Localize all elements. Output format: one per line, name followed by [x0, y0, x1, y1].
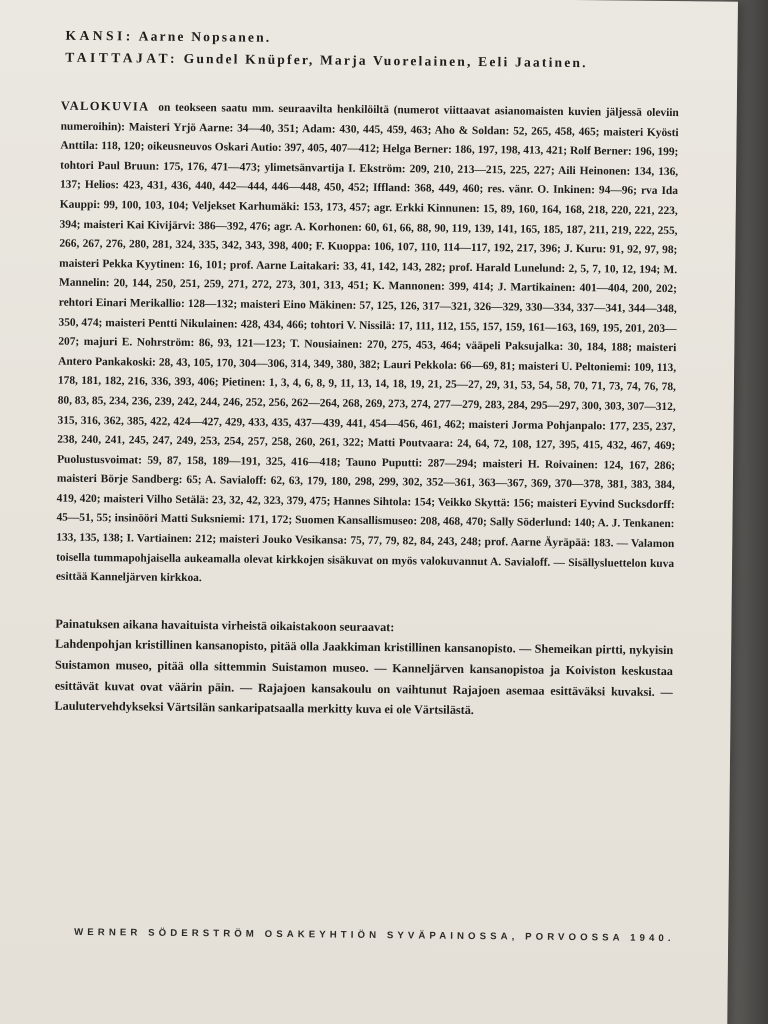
- errata-text: Lahdenpohjan kristillinen kansanopisto, pitää olla Jaakkiman kristillinen kansanopisto. — Shemeikan pirtti, nykyisin Suistamon museo, pitää olla sittemmin Suistamon museo. — Kanneljärven kansanopistoa ja Koiviston keskustaa esittävät kuvat ovat väärin päin. — Rajajoen kansakoulu on vaihtunut Rajajoen asemaa esittäväksi kuvaksi. — Laulutervehdykseksi Värtsilän sankaripatsaalla merkitty kuva ei ole Värtsilästä.: [54, 637, 674, 718]
- layout-label: TAITTAJAT:: [65, 49, 179, 66]
- cover-label: KANSI:: [65, 27, 134, 44]
- printer-footer: WERNER SÖDERSTRÖM OSAKEYHTIÖN SYVÄPAINOSSA, PORVOOSSA 1940.: [74, 926, 675, 945]
- credits-block: [65, 25, 679, 75]
- cover-name: Aarne Nopsanen.: [138, 28, 272, 45]
- errata-paragraph: [54, 613, 673, 722]
- photo-credits-paragraph: [56, 97, 679, 594]
- layout-names: Gundel Knüpfer, Marja Vuorelainen, Eeli Jaatinen.: [183, 50, 588, 71]
- photo-credits-heading: VALOKUVIA: [60, 98, 150, 114]
- errata-intro: Painatuksen aikana havaituista virheistä oikaistakoon seuraavat:: [55, 616, 395, 635]
- photo-credits-text: on teokseen saatu mm. seuraavilta henkilöiltä (numerot viittaavat asianomaisten kuvien jäljessä oleviin numeroihin): Maisteri Yrjö Aarne: 34—40, 351; Adam: 430, 445, 459, 463; Aho & Soldan: 52, 265, 458, 465; maisteri Kyösti Anttila: 118, 120; oikeusneuvos Oskari Autio: 397, 405, 407—412; Helga Berner: 186, 197, 198, 413, 421; Rolf Berner: 196, 199; tohtori Paul Bruun: 175, 176, 471—473; ylimetsänvartija I. Ekström: 209, 210, 213—215, 225, 227; Aili Heinonen: 134, 136, 137; Helios: 423, 431, 436, 440, 442—444, 446—448, 450, 452; Iffland: 368, 449, 460; res. vänr. O. Inkinen: 94—96; rva Ida Kauppi: 99, 100, 103, 104; Veljekset Karhumäki: 153, 173, 457; agr. Erkki Kinnunen: 15, 89, 160, 164, 168, 218, 220, 221, 223, 394; maisteri Kai Kivijärvi: 386—392, 476; agr. A. Korhonen: 60, 61, 66, 88, 90, 119, 139, 141, 165, 185, 187, 211, 219, 222, 255, 266, 267, 276, 280, 281, 324, 335, 342, 343, 398, 400; F. Kuoppa: 106, 107, 110, 114—117, 192, 217, 396; J. Kuru: 91, 92, 97, 98; maisteri Pekka Kyytinen: 16, 101; prof. Aarne Laitakari: 33, 41, 142, 143, 282; prof. Harald Lunelund: 2, 5, 7, 10, 12, 194; M. Mannelin: 20, 144, 250, 251, 259, 271, 272, 273, 301, 313, 451; K. Mannonen: 399, 414; J. Martikainen: 401—404, 200, 202; rehtori Einari Merikallio: 128—132; maisteri Eino Mäkinen: 57, 125, 126, 317—321, 326—329, 330—334, 337—341, 344—348, 350, 474; maisteri Pentti Nikulainen: 428, 434, 466; tohtori V. Nissilä: 17, 111, 112, 155, 157, 159, 161—163, 169, 195, 201, 203—207; majuri E. Nohrström: 86, 93, 121—123; T. Nousiainen: 270, 275, 453, 464; vääpeli Paksujalka: 30, 184, 188; maisteri Antero Pankakoski: 28, 43, 105, 170, 304—306, 314, 349, 380, 382; Lauri Pekkola: 66—69, 81; maisteri U. Peltoniemi: 109, 113, 178, 181, 182, 216, 336, 393, 406; Pietinen: 1, 3, 4, 6, 8, 9, 11, 13, 14, 18, 19, 21, 25—27, 29, 31, 53, 54, 58, 70, 71, 73, 74, 76, 78, 80, 83, 85, 234, 236, 239, 242, 244, 246, 252, 256, 262—264, 268, 269, 273, 274, 277—279, 283, 284, 295—297, 300, 303, 307—312, 315, 316, 362, 385, 422, 424—427, 429, 433, 435, 437—439, 441, 454—456, 461, 462; maisteri Jorma Pohjanpalo: 177, 235, 237, 238, 240, 241, 245, 247, 249, 253, 254, 257, 258, 260, 261, 322; Matti Poutvaara: 24, 64, 72, 108, 127, 395, 415, 432, 467, 469; Puolustusvoimat: 59, 87, 158, 189—191, 325, 416—418; Tauno Puputti: 287—294; maisteri H. Roivainen: 124, 167, 286; maisteri Börje Sandberg: 65; A. Savialoff: 62, 63, 179, 180, 298, 299, 302, 352—361, 363—367, 369, 370—378, 381, 383, 384, 419, 420; maisteri Vilho Setälä: 23, 32, 42, 323, 379, 475; Hannes Sihtola: 154; Veikko Skyttä: 156; maisteri Eyvind Sucksdorff: 45—51, 55; insinööri Matti Suksniemi: 171, 172; Suomen Kansallismuseo: 208, 468, 470; Sally Söderlund: 140; A. J. Tenkanen: 133, 135, 138; I. Vartiainen: 212; maisteri Jouko Vesikansa: 75, 77, 79, 82, 84, 243, 248; prof. Aarne Äyräpää: 183. — Valamon toisella tummapohjaisella aukeamalla olevat kirkkojen sisäkuvat on myös valokuvannut A. Savialoff. — Sisällysluettelon kuva esittää Kanneljärven kirkkoa.: [55, 101, 679, 585]
- page-content: [54, 25, 679, 723]
